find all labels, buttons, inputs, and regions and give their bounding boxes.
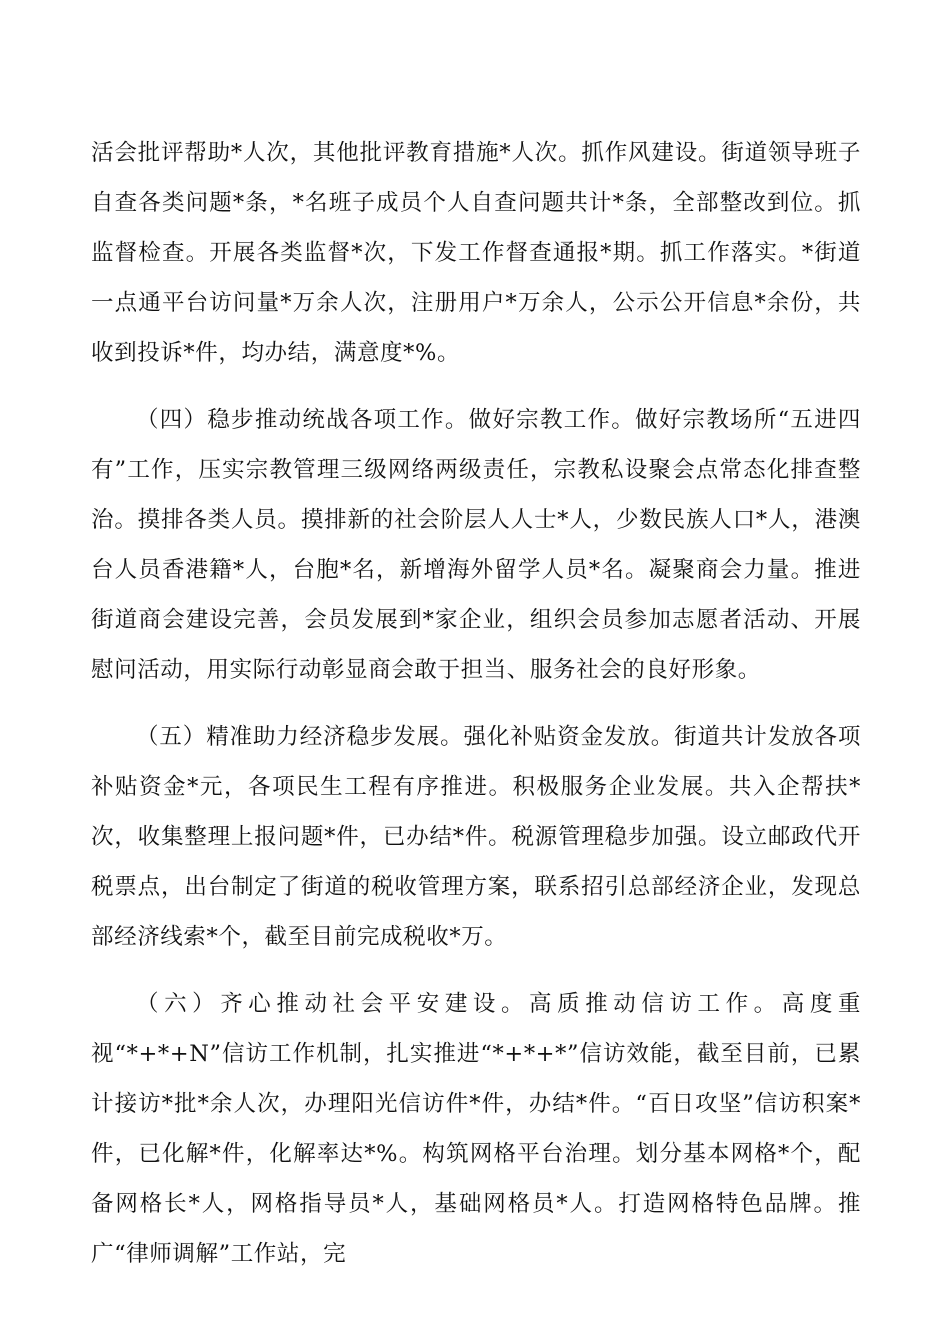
document-body <box>91 128 861 1279</box>
paragraph-continued: 活会批评帮助*人次，其他批评教育措施*人次。抓作风建设。街道领导班子自查各类问题*条，*名班子成员个人自查问题共计*条，全部整改到位。抓监督检查。开展各类监督*次，下发工作督查通报*期。抓工作落实。*街道一点通平台访问量*万余人次，注册用户*万余人，公示公开信息*余份，共收到投诉*件，均办结，满意度*%。 <box>91 140 861 366</box>
paragraph-public-safety: （六）齐心推动社会平安建设。高质推动信访工作。高度重视“*+*+N”信访工作机制，扎实推进“*+*+*”信访效能，截至目前，已累计接访*批*余人次，办理阳光信访件*件，办结*件。“百日攻坚”信访积案*件，已化解*件，化解率达*%。构筑网格平台治理。划分基本网格*个，配备网格长*人，网格指导员*人，基础网格员*人。打造网格特色品牌。推广“律师调解”工作站，完 <box>91 991 861 1267</box>
paragraph-economy: （五）精准助力经济稳步发展。强化补贴资金发放。街道共计发放各项补贴资金*元，各项民生工程有序推进。积极服务企业发展。共入企帮扶*次，收集整理上报问题*件，已办结*件。税源管理稳步加强。设立邮政代开税票点，出台制定了街道的税收管理方案，联系招引总部经济企业，发现总部经济线索*个，截至目前完成税收*万。 <box>91 724 861 950</box>
paragraph-united-front: （四）稳步推动统战各项工作。做好宗教工作。做好宗教场所“五进四有”工作，压实宗教管理三级网络两级责任，宗教私设聚会点常态化排查整治。摸排各类人员。摸排新的社会阶层人人士*人，少数民族人口*人，港澳台人员香港籍*人，台胞*名，新增海外留学人员*名。凝聚商会力量。推进街道商会建设完善，会员发展到*家企业，组织会员参加志愿者活动、开展慰问活动，用实际行动彰显商会敢于担当、服务社会的良好形象。 <box>91 407 861 683</box>
